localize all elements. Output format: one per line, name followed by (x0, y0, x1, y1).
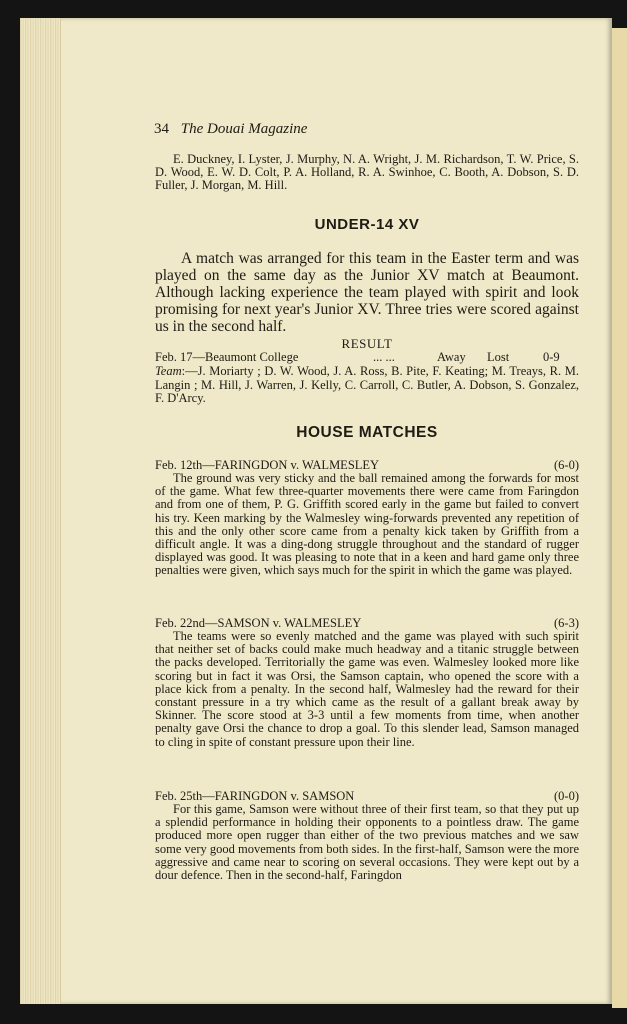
result-row (155, 351, 579, 365)
team-list: :—J. Moriarty ; D. W. Wood, J. A. Ross, B. Pite, F. Keating; M. Treays, R. M. Langin ; M. Hill, J. Warren, J. Kelly, C. Carroll, C. Butler, A. Dobson, S. Gonzalez, F. D'Arcy. (155, 364, 579, 405)
team-label: Team (155, 364, 182, 378)
next-page-edge (612, 28, 627, 1008)
under14-team (155, 365, 579, 406)
result-title: RESULT (341, 336, 393, 351)
continued-team-list (155, 153, 579, 193)
result-score: 0-9 (543, 350, 560, 364)
match-title: Feb. 22nd—SAMSON v. WALMESLEY (155, 616, 362, 630)
match-2 (155, 616, 579, 749)
match-report: The ground was very sticky and the ball remained among the forwards for most of the game. What few three-quarter movements there were came from Faringdon and from one of them, P. G. Griffith scored early in the game but failed to convert his try. Keen marking by the Walmesley wing-forwards prevented any repetition of this and the only other score came from a penalty kick taken by Griffith from a difficult angle. It was a ding-dong struggle throughout and the standard of rugger displayed was good. It was pleasing to note that in a keen and hard game only three penalties were given, which says much for the spirit in which the game was played. (155, 471, 579, 578)
match-1 (155, 458, 579, 578)
match-header (155, 789, 579, 803)
page-number: 34 (154, 121, 169, 137)
match-score: (6-3) (554, 616, 579, 630)
match-title: Feb. 12th—FARINGDON v. WALMESLEY (155, 458, 380, 472)
match-header (155, 616, 579, 630)
continued-team-text: E. Duckney, I. Lyster, J. Murphy, N. A. Wright, J. M. Richardson, T. W. Price, S. D. Wood, E. W. D. Colt, P. A. Holland, R. A. Swinhoe, C. Booth, A. Dobson, S. D. Fuller, J. Morgan, M. Hill. (155, 152, 579, 193)
result-venue: Away (437, 350, 466, 364)
page-edges (20, 18, 61, 1004)
match-report: For this game, Samson were without three of their first team, so that they put up a splendid performance in holding their opponents to a pointless draw. The game produced more open rugger than either of the two previous matches and we saw some very good movements from both sides. In the first-half, Samson were the more aggressive and came near to scoring on several occasions. They were kept out by a dour defence. Then in the second-half, Faringdon (155, 802, 579, 883)
under14-result (155, 336, 579, 406)
house-matches-heading: HOUSE MATCHES (296, 424, 438, 441)
under14-heading: UNDER-14 XV (314, 216, 420, 233)
match-header (155, 458, 579, 472)
magazine-title: The Douai Magazine (180, 121, 308, 137)
match-title: Feb. 25th—FARINGDON v. SAMSON (155, 789, 355, 803)
under14-paragraph: A match was arranged for this team in the Easter term and was played on the same day as the Junior XV match at Beaumont. Although lacking experience the team played with spirit and look promising for next year's Junior XV. Three tries were scored against us in the second half. (155, 250, 579, 335)
result-outcome: Lost (487, 350, 510, 364)
page-header (154, 121, 307, 138)
match-score: (6-0) (554, 458, 579, 472)
result-date: Feb. 17—Beaumont College (155, 350, 299, 364)
match-3 (155, 789, 579, 882)
result-dots: ... ... (373, 350, 395, 364)
match-score: (0-0) (554, 789, 579, 803)
match-report: The teams were so evenly matched and the game was played with such spirit that neither set of backs could make much headway and a titanic struggle between the packs developed. Territorially the game was even. Walmesley looked more like scoring but in fact it was Orsi, the Samson captain, who opened the score with a place kick from a penalty. In the second half, Walmesley had the reward for their constant pressure in a try which came as the result of a gallant break away by Skinner. The score stood at 3-3 until a few moments from time, when another penalty gave Orsi the chance to drop a goal. To this slender lead, Samson managed to cling in spite of constant pressure upon their line. (155, 629, 579, 749)
under14-body (155, 250, 579, 335)
